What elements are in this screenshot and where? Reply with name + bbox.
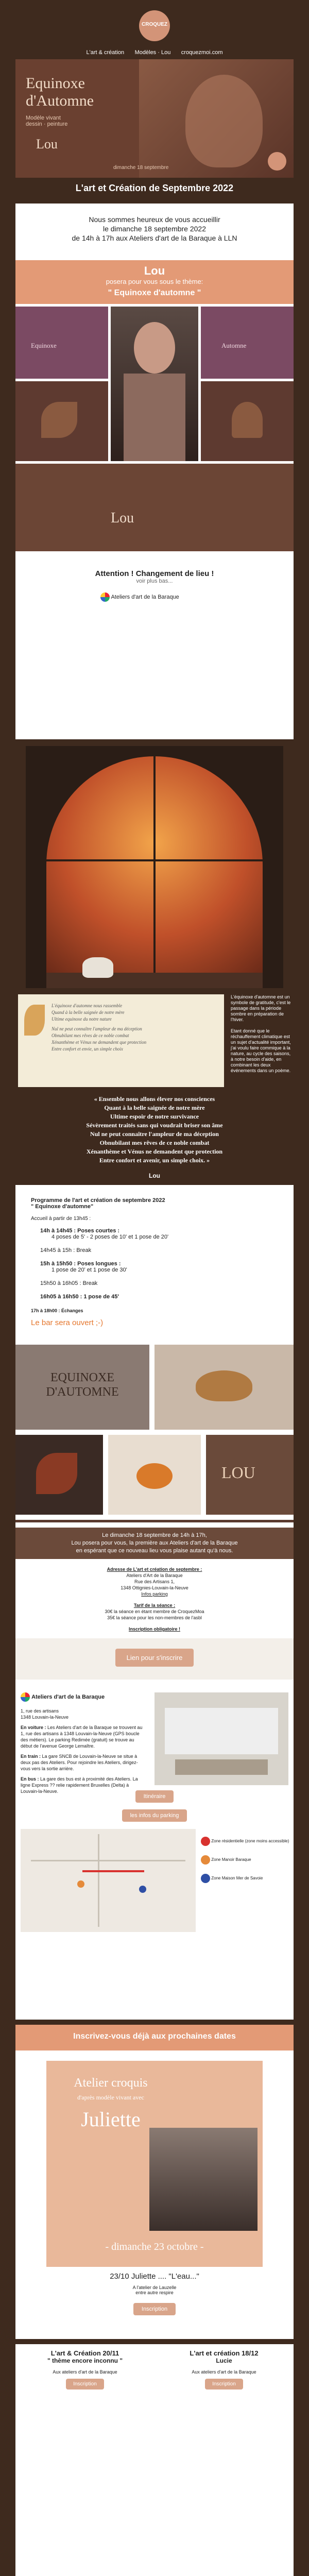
leaf-icon (36, 1453, 77, 1494)
cta-block (15, 1638, 294, 1680)
maple-leaf-icon (24, 1005, 45, 1036)
poster-date: - dimanche 23 octobre - (105, 2241, 204, 2252)
programme-item-time: 14h à 14h45 : Poses courtes : (40, 1228, 120, 1234)
lou-portrait (111, 307, 198, 461)
bus-text: La gare des bus est à proximité des Ateliers. La ligne Express ?? relie rapidement Bruxelles (Delta) à Louvain-la-Neuve. (21, 1776, 138, 1794)
parking-button[interactable]: les infos du parking (122, 1809, 187, 1822)
details-line-1: Le dimanche 18 septembre de 14h à 17h, (102, 1532, 207, 1538)
programme-bar: Le bar sera ouvert ;-) (31, 1318, 104, 1327)
map-legend (201, 1837, 291, 1883)
legend-label: Zone résidentielle (zone moins accessible) (211, 1839, 289, 1844)
tile-lou-large (15, 464, 294, 551)
nav-link-art[interactable]: L'art & création (86, 49, 125, 56)
poem-line: L'équinoxe d'automne nous rassemble (52, 1003, 123, 1008)
footer-col-1-title: L'art & Création 20/11 (50, 2349, 119, 2357)
legend-label: Zone Maison Mer de Savoie (211, 1876, 263, 1881)
address-line: 1348 Ottignies-Louvain-la-Neuve (121, 1585, 188, 1590)
programme-item-time: 15h50 à 16h05 : Break (40, 1280, 98, 1286)
logo-text: CROQUEZ (142, 22, 167, 27)
programme-item-time: 15h à 15h50 : Poses longues : (40, 1261, 121, 1267)
map-pin-icon (77, 1880, 84, 1888)
venue-name: Ateliers d'art de la Baraque (111, 594, 179, 600)
programme-section (15, 1185, 294, 2020)
poem-bold (15, 1095, 294, 1165)
price-line: 35€ la séance pour les non-membres de l'asbl (107, 1615, 202, 1620)
portrait-face (134, 322, 175, 374)
croissant-icon (196, 1370, 252, 1401)
gap (15, 1621, 294, 1626)
programme-item-time: 16h05 à 16h50 : 1 pose de 45' (40, 1294, 119, 1300)
attention-block (15, 569, 294, 584)
footer-col-2-button[interactable]: Inscription (205, 2379, 243, 2389)
footer-col-2-title: L'art et création 18/12 (190, 2349, 259, 2357)
portrait-body (124, 374, 185, 461)
juliette-photo (149, 2128, 258, 2231)
register-button[interactable]: Lien pour s'inscrire (115, 1649, 194, 1667)
poster-subtitle: d'après modèle vivant avec (77, 2094, 144, 2101)
lou-banner (15, 260, 294, 304)
car-label: En voiture : (21, 1725, 46, 1730)
gap (21, 1749, 147, 1753)
location-buttons (15, 1790, 294, 1803)
programme-title: Programme de l'art et création de septembre 2022 (31, 1197, 165, 1204)
poem-paper (18, 994, 224, 1087)
route-button[interactable]: Itinéraire (135, 1790, 174, 1803)
window-mullion (153, 756, 156, 973)
juliette-poster[interactable] (46, 2061, 263, 2267)
programme-item-detail: 1 pose de 20' et 1 pose de 30' (52, 1267, 127, 1273)
location-text (21, 1708, 147, 1794)
poem-line: Ultime equinoxe du notre nature (52, 1016, 112, 1022)
poem-bold-line: Entre confort et avenir, un simple choix. » (99, 1157, 210, 1164)
inscription-note: Inscription obligatoire ! (128, 1626, 180, 1632)
next-dates-title: Inscrivez-vous déjà aux prochaines dates (73, 2032, 236, 2041)
tile-equinoxe (15, 307, 108, 379)
poem-bold-line: « Ensemble nous allons élever nos consciences (94, 1095, 215, 1103)
venue-interior-photo (154, 1692, 288, 1785)
poem-handwritten (52, 1003, 216, 1053)
gap (21, 1772, 147, 1776)
next-dates-section (15, 2050, 294, 2339)
gallery-tile-pumpkin (108, 1435, 201, 1515)
hero-banner (15, 59, 294, 178)
location-venue: Ateliers d'art de la Baraque (31, 1693, 105, 1700)
next-register-button[interactable]: Inscription (133, 2303, 176, 2315)
window-transom (46, 859, 263, 861)
address-line: Rue des Artisans 1, (134, 1579, 175, 1584)
gallery-tile-2-text: LOU (221, 1463, 255, 1482)
poster-name: Juliette (81, 2108, 141, 2131)
poem-line: Xénanthème et Vénus ne demandent que protection (52, 1040, 147, 1045)
map[interactable] (21, 1829, 196, 1932)
programme-item-time: 17h à 18h00 : Échanges (31, 1308, 83, 1313)
programme-item-detail: 4 poses de 5' - 2 poses de 10' et 1 pose de 20' (52, 1234, 169, 1240)
venue-logo-icon (21, 1692, 30, 1702)
poem-bold-line: Sévèrement traités sans qui voudrait briser son âme (86, 1122, 223, 1129)
footer-col-1-button[interactable]: Inscription (66, 2379, 104, 2389)
map-pin-icon (139, 1886, 146, 1893)
venue-badge[interactable] (100, 592, 179, 602)
lou-name: Lou (144, 264, 165, 277)
header (0, 0, 309, 54)
address-block (15, 1566, 294, 1632)
poem-author: Lou (149, 1172, 160, 1179)
intro-line-1: Nous sommes heureux de vous accueillir (89, 215, 220, 224)
tile-equinoxe-label: Equinoxe (31, 342, 57, 349)
gallery-tile-1 (15, 1345, 149, 1430)
price-title: Tarif de la séance : (133, 1603, 176, 1608)
details-line-2: Lou posera pour vous, la première aux Ateliers d'art de la Baraque (71, 1540, 238, 1546)
tile-lou-label: Lou (111, 510, 134, 526)
poem-line: Entre confort et envie, un simple choix (52, 1046, 123, 1052)
footer-col-2-sub: Lucie (216, 2357, 232, 2364)
bus-label: En bus : (21, 1776, 39, 1782)
poem-bold-line: Xénanthème et Vénus ne demandent que protection (86, 1148, 223, 1155)
cat-figure (82, 957, 113, 978)
hero-date: dimanche 18 septembre (113, 165, 169, 171)
lou-poser: posera pour vous sous le thème: (106, 278, 203, 285)
legend-dot-icon (201, 1837, 210, 1846)
intro-line-3: de 14h à 17h aux Ateliers d'art de la Baraque à LLN (72, 234, 237, 242)
gallery-tile-1-text: EQUINOXE D'AUTOMNE (46, 1371, 119, 1399)
intro-line-2: le dimanche 18 septembre 2022 (102, 225, 207, 233)
leaf-icon (232, 402, 263, 438)
poem-line: Obnubilant mes rêves de ce noble combat (52, 1033, 129, 1038)
hero-subtitle: Modèle vivant dessin · peinture (26, 115, 68, 127)
footer-col-2 (154, 2349, 294, 2389)
autumn-window-photo (26, 746, 283, 988)
top-nav (0, 47, 309, 57)
intro-text (15, 204, 294, 243)
poem-line: Nul ne peut connaître l'ampleur de ma déception (52, 1026, 142, 1031)
next-sub-small: A l'atelier de Lauzelle entre autre respire (132, 2285, 177, 2295)
interior-window (165, 1708, 278, 1754)
nav-link-models[interactable]: Modèles · Lou (134, 49, 171, 56)
hero-figure (185, 75, 263, 167)
logo[interactable] (139, 10, 170, 41)
location-header (21, 1692, 105, 1702)
poem-bold-line: Quant à la belle saignée de notre mère (104, 1104, 205, 1111)
programme-item-time: 14h45 à 15h : Break (40, 1247, 92, 1253)
next-dates-banner (15, 2025, 294, 2050)
gap (15, 1597, 294, 1602)
venue-logo-icon (100, 592, 110, 602)
tile-automne-label: Automne (221, 342, 247, 349)
gallery-tile-lou (206, 1435, 294, 1515)
gallery-tile-leaves (15, 1435, 103, 1515)
hero-name: Lou (36, 137, 58, 151)
details-banner (15, 1528, 294, 1559)
car-text: Les Ateliers d'art de la Baraque se trouvent au 1, rue des artisans à 1348 Louvain-la-Neuve (GPS boucle des métiers). Le parking Redimée (gratuit) se trouve au début de l'avenue George Lemaître. (21, 1725, 143, 1749)
legend-dot-icon (201, 1874, 210, 1883)
leaf-icon (41, 402, 77, 438)
hero-title-1: Equinoxe (26, 75, 85, 92)
attention-subtitle: voir plus bas... (136, 578, 173, 584)
map-road (98, 1834, 99, 1927)
legend-label: Zone Manoir Baraque (211, 1857, 251, 1862)
intro-section (15, 204, 294, 739)
tile-leaves-left (15, 381, 108, 461)
poem-bold-line: Obnubilant mes rêves de ce noble combat (99, 1139, 210, 1146)
tile-leaves-right (201, 381, 294, 461)
parking-info-link[interactable]: Infos parking (141, 1591, 168, 1597)
poem-bold-line: Nul ne peut connaître l'ampleur de ma déception (90, 1130, 219, 1138)
poem-bold-line: Ultime espoir de notre survivance (110, 1113, 199, 1120)
details-line-3: en espérant que ce nouveau lieu vous plaise autant qu'à nous. (76, 1548, 233, 1554)
programme-text (15, 1185, 294, 1327)
hero-logo-icon (268, 152, 286, 171)
poem-explanation: L'équinoxe d'automne est un symbole de gratitude, c'est le passage dans la période sombre en préparation de l'hiver. Etant donné que le réchauffement climatique est un sujet d'actualité important, j'ai voulu faire commique à la nature, au cycle des saisons, à notre besoin d'aide, en combinant les deux événements dans un poème. (231, 994, 291, 1073)
footer-col-1-sub: " thème encore inconnu " (47, 2357, 123, 2364)
attention-title: Attention ! Changement de lieu ! (95, 569, 214, 578)
programme-welcome: Accueil à partir de 13h45 : (31, 1216, 91, 1222)
lou-theme: " Equinoxe d'automne " (108, 289, 201, 297)
location-buttons-2 (15, 1809, 294, 1822)
train-text: La gare SNCB de Louvain-la-Neuve se situe à deux pas des Ateliers. Pour rejoindre les Ateliers, dirigez-vous vers la sortie arrière. (21, 1754, 138, 1771)
price-line: 30€ la séance en étant membre de CroquezMoa (105, 1609, 204, 1614)
hero-title-2: d'Automne (26, 92, 94, 109)
legend-dot-icon (201, 1855, 210, 1865)
gallery-tile-croissant (154, 1345, 294, 1430)
gallery-divider (15, 1520, 294, 1522)
location-address: 1, rue des artisans 1348 Louvain-la-Neuve (21, 1708, 69, 1720)
footer-col-2-small: Aux ateliers d'art de la Baraque (192, 2369, 256, 2375)
next-btn-wrap (15, 2303, 294, 2315)
pumpkin-icon (136, 1463, 173, 1489)
tile-automne (201, 307, 294, 379)
poster-title: Atelier croquis (74, 2076, 148, 2090)
window-sill (46, 973, 263, 988)
gap (21, 1720, 147, 1724)
address-title: Adresse de L'art et création de septembre : (107, 1567, 202, 1572)
address-line: Ateliers d'Art de la Baraque (126, 1573, 183, 1578)
poem-line: Quand à la belle saignée de notre mère (52, 1010, 125, 1015)
footer-col-1-small: Aux ateliers d'art de la Baraque (53, 2369, 117, 2375)
next-sub: 23/10 Juliette .... "L'eau..." (110, 2272, 199, 2281)
nav-link-site[interactable]: croquezmoi.com (181, 49, 223, 56)
map-route (82, 1870, 144, 1872)
banner-title: L'art et Création de Septembre 2022 (75, 183, 234, 193)
map-road (31, 1860, 185, 1861)
interior-tables (175, 1759, 268, 1775)
programme-subtitle: " Equinoxe d'automne" (31, 1204, 94, 1210)
footer-col-1 (15, 2349, 154, 2389)
train-label: En train : (21, 1754, 41, 1759)
footer-dates (15, 2344, 294, 2576)
